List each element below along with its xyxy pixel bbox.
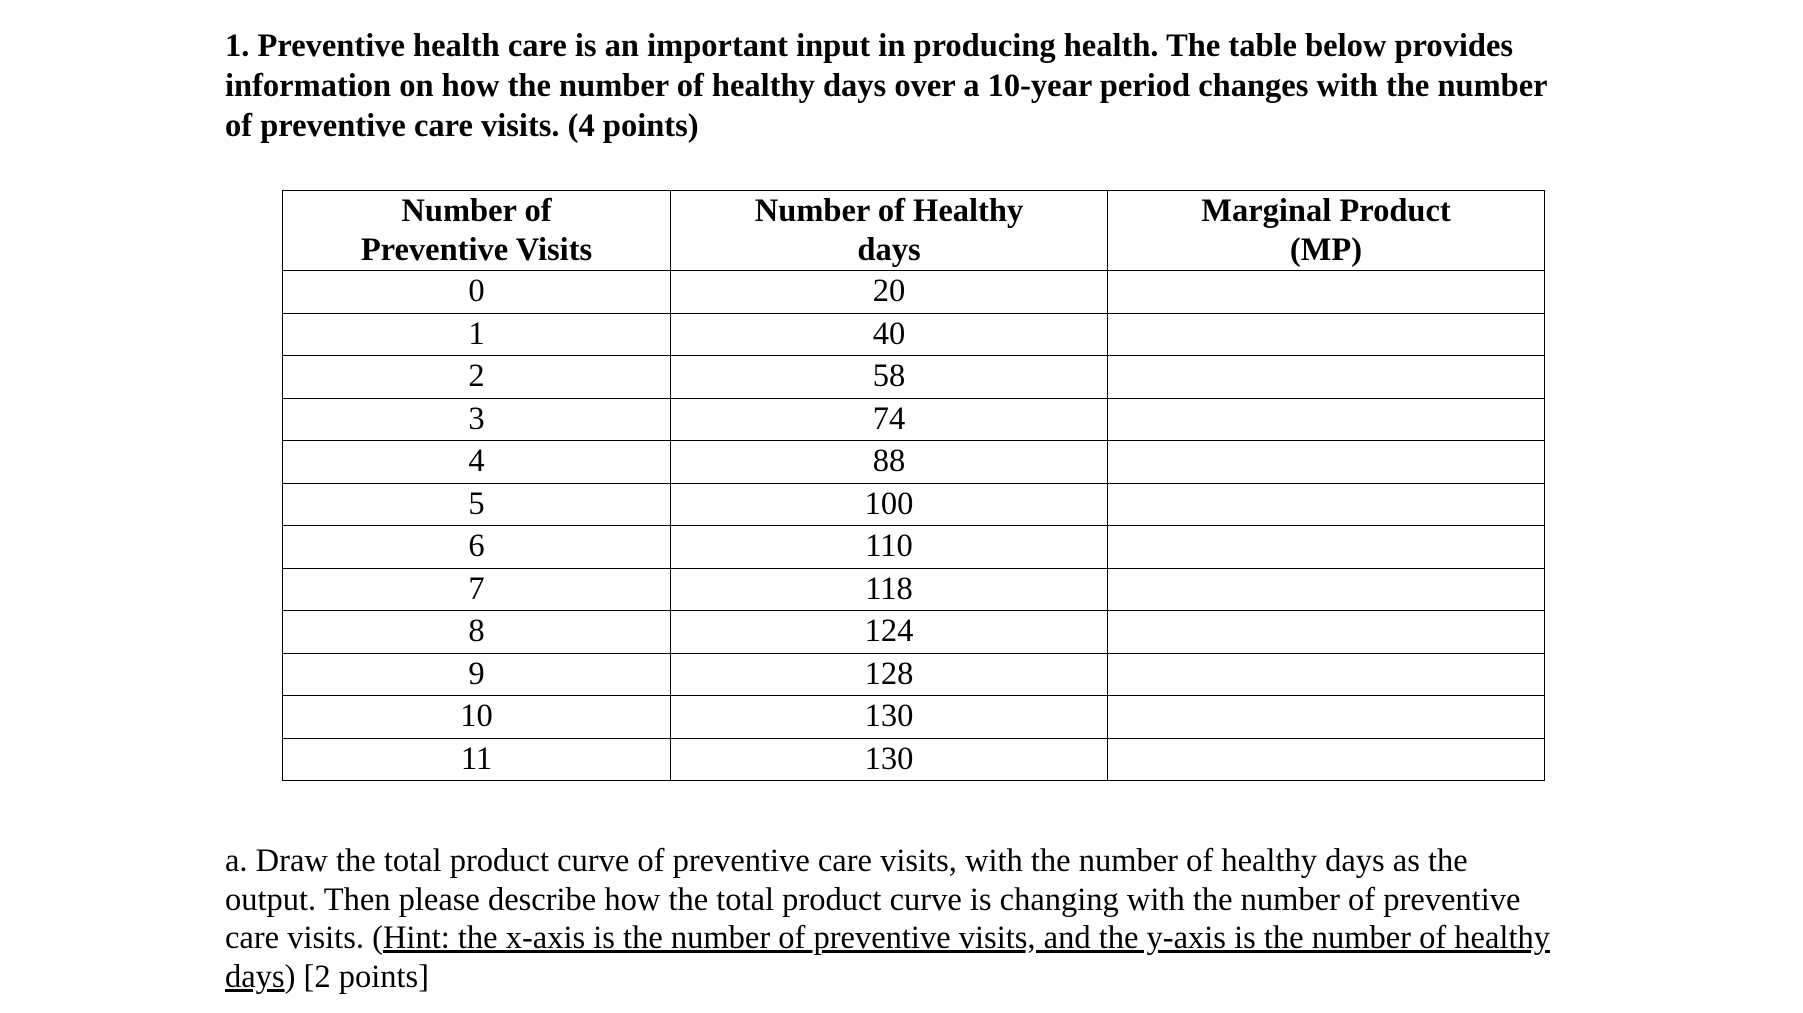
table-row [283,483,1545,526]
header-days-line1: Number of Healthy [754,193,1024,229]
header-visits-line2: Preventive Visits [360,232,593,268]
cell-healthy-days: 124 [671,611,1108,654]
part-a-points: ) [2 points] [284,958,430,995]
part-a-hint: Hint: the x-axis is the number of preventive visits, and the y-axis is the number of healthy days [225,920,1550,995]
cell-preventive-visits: 8 [283,611,671,654]
cell-marginal-product[interactable] [1108,696,1545,739]
cell-healthy-days: 130 [671,696,1108,739]
cell-healthy-days: 20 [671,271,1108,314]
table-row [283,653,1545,696]
cell-healthy-days: 58 [671,356,1108,399]
table-row [283,696,1545,739]
cell-marginal-product[interactable] [1108,441,1545,484]
part-a-intro: a. Draw the total product curve of preventive care visits, with the number of healthy days as the output. Then please describe how the total product curve is changing with the number of preventive care visits. ( [225,843,1521,956]
part-a-question [225,842,1565,996]
header-mp-line1: Marginal Product [1201,193,1451,229]
header-visits-line1: Number of [401,193,552,229]
cell-marginal-product[interactable] [1108,526,1545,569]
cell-healthy-days: 128 [671,653,1108,696]
table-body [283,271,1545,781]
cell-healthy-days: 100 [671,483,1108,526]
table-row [283,441,1545,484]
table-row [283,526,1545,569]
cell-preventive-visits: 1 [283,313,671,356]
healthy-days-table [282,190,1545,781]
cell-marginal-product[interactable] [1108,356,1545,399]
cell-preventive-visits: 9 [283,653,671,696]
table-header-row [283,191,1545,271]
cell-preventive-visits: 5 [283,483,671,526]
header-marginal-product [1108,191,1545,271]
cell-healthy-days: 118 [671,568,1108,611]
cell-healthy-days: 40 [671,313,1108,356]
cell-preventive-visits: 7 [283,568,671,611]
cell-preventive-visits: 3 [283,398,671,441]
cell-preventive-visits: 10 [283,696,671,739]
cell-preventive-visits: 0 [283,271,671,314]
header-preventive-visits [283,191,671,271]
cell-marginal-product[interactable] [1108,271,1545,314]
table-row [283,568,1545,611]
cell-healthy-days: 110 [671,526,1108,569]
cell-marginal-product[interactable] [1108,738,1545,781]
cell-preventive-visits: 11 [283,738,671,781]
table-row [283,356,1545,399]
cell-preventive-visits: 4 [283,441,671,484]
table-row [283,738,1545,781]
header-days-line2: days [857,232,921,268]
cell-marginal-product[interactable] [1108,483,1545,526]
cell-healthy-days: 130 [671,738,1108,781]
header-healthy-days [671,191,1108,271]
table-row [283,611,1545,654]
cell-healthy-days: 74 [671,398,1108,441]
table-row [283,313,1545,356]
cell-healthy-days: 88 [671,441,1108,484]
cell-preventive-visits: 6 [283,526,671,569]
header-mp-line2: (MP) [1289,232,1363,268]
question-heading: 1. Preventive health care is an important input in producing health. The table below provides information on how the number of healthy days over a 10-year period changes with the number of preventive care visits. (4 points) [225,28,1548,144]
cell-preventive-visits: 2 [283,356,671,399]
cell-marginal-product[interactable] [1108,568,1545,611]
table-row [283,271,1545,314]
table-row [283,398,1545,441]
cell-marginal-product[interactable] [1108,398,1545,441]
cell-marginal-product[interactable] [1108,653,1545,696]
cell-marginal-product[interactable] [1108,313,1545,356]
cell-marginal-product[interactable] [1108,611,1545,654]
